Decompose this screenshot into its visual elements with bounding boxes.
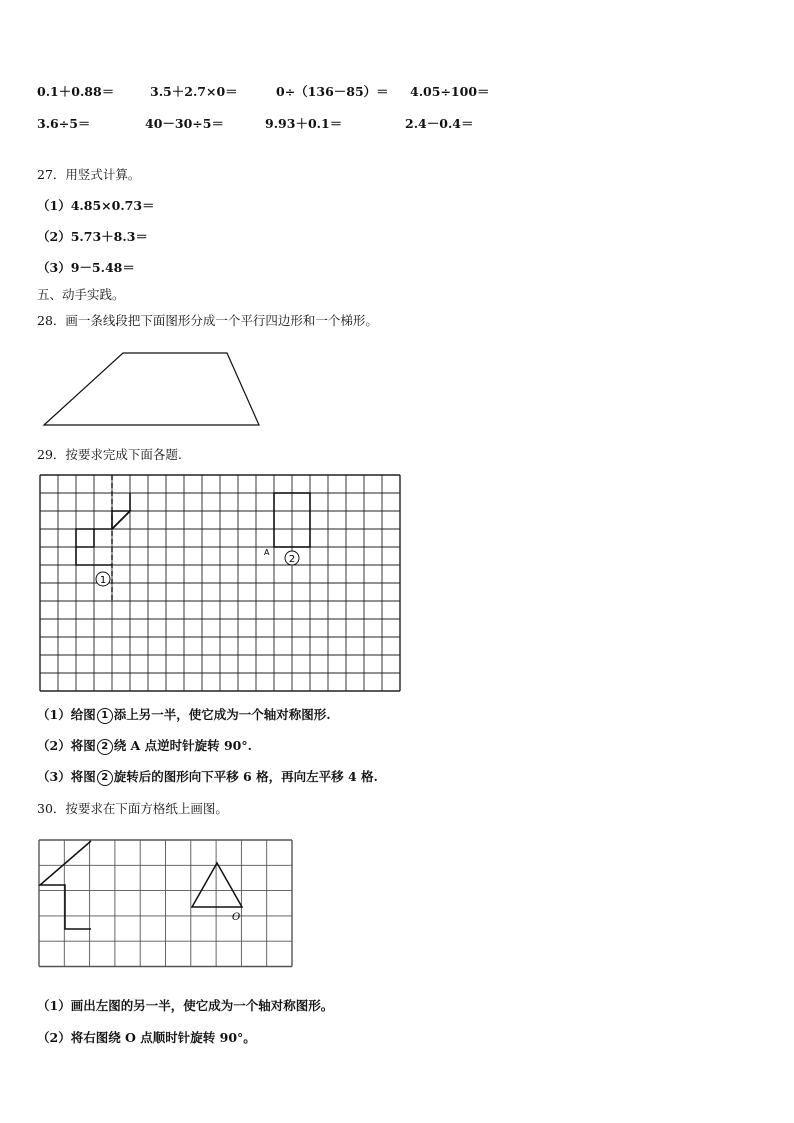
q29-item-3-pre: （3）将图 xyxy=(37,769,96,784)
q30-right-triangle xyxy=(192,863,242,907)
oral-calc-6: 40－30÷5＝ xyxy=(145,116,224,131)
q27-item-3: （3）9－5.48＝ xyxy=(37,260,135,275)
q30-point-O: O xyxy=(232,912,241,923)
q27-item-1: （1）4.85×0.73＝ xyxy=(37,198,155,213)
q28-trapezoid xyxy=(40,350,280,430)
q29-item-2-pre: （2）将图 xyxy=(37,738,96,753)
q30-item-1: （1）画出左图的另一半，使它成为一个轴对称图形。 xyxy=(37,998,334,1013)
q29-label-2: 2 xyxy=(288,554,296,565)
q29-item-3-post: 旋转后的图形向下平移 6 格，再向左平移 4 格. xyxy=(113,769,378,784)
oral-calc-3: 0÷（136－85）＝ xyxy=(276,84,389,99)
oral-calc-4: 4.05÷100＝ xyxy=(410,84,490,99)
q29-item-1-post: 添上另一半，使它成为一个轴对称图形. xyxy=(113,707,331,722)
q29-item-1-num: 1 xyxy=(97,708,113,724)
q29-item-2-post: 绕 A 点逆时针旋转 90°. xyxy=(113,738,252,753)
q29-item-1 xyxy=(37,707,331,724)
q29-item-1-pre: （1）给图 xyxy=(37,707,96,722)
q27-title: 27．用竖式计算。 xyxy=(37,167,141,182)
q27-item-2: （2）5.73＋8.3＝ xyxy=(37,229,148,244)
oral-calc-8: 2.4－0.4＝ xyxy=(405,116,474,131)
q29-label-1: 1 xyxy=(99,575,107,586)
q30-item-2: （2）将右图绕 O 点顺时针旋转 90°。 xyxy=(37,1030,256,1045)
q29-figure-1 xyxy=(76,493,130,567)
q29-item-3 xyxy=(37,769,378,786)
q28-title: 28．画一条线段把下面图形分成一个平行四边形和一个梯形。 xyxy=(37,313,378,328)
q29-grid xyxy=(40,475,404,693)
oral-calc-1: 0.1＋0.88＝ xyxy=(37,84,115,99)
q30-grid xyxy=(39,840,295,974)
q30-title: 30．按要求在下面方格纸上画图。 xyxy=(37,801,228,816)
q29-item-2-num: 2 xyxy=(97,739,113,755)
q29-item-3-num: 2 xyxy=(97,770,113,786)
q29-item-2 xyxy=(37,738,252,755)
oral-calc-2: 3.5＋2.7×0＝ xyxy=(150,84,238,99)
q29-title: 29．按要求完成下面各题. xyxy=(37,447,182,462)
q29-point-A: A xyxy=(264,548,270,557)
section-5-title: 五、动手实践。 xyxy=(37,287,125,302)
oral-calc-5: 3.6÷5＝ xyxy=(37,116,91,131)
oral-calc-7: 9.93＋0.1＝ xyxy=(265,116,343,131)
